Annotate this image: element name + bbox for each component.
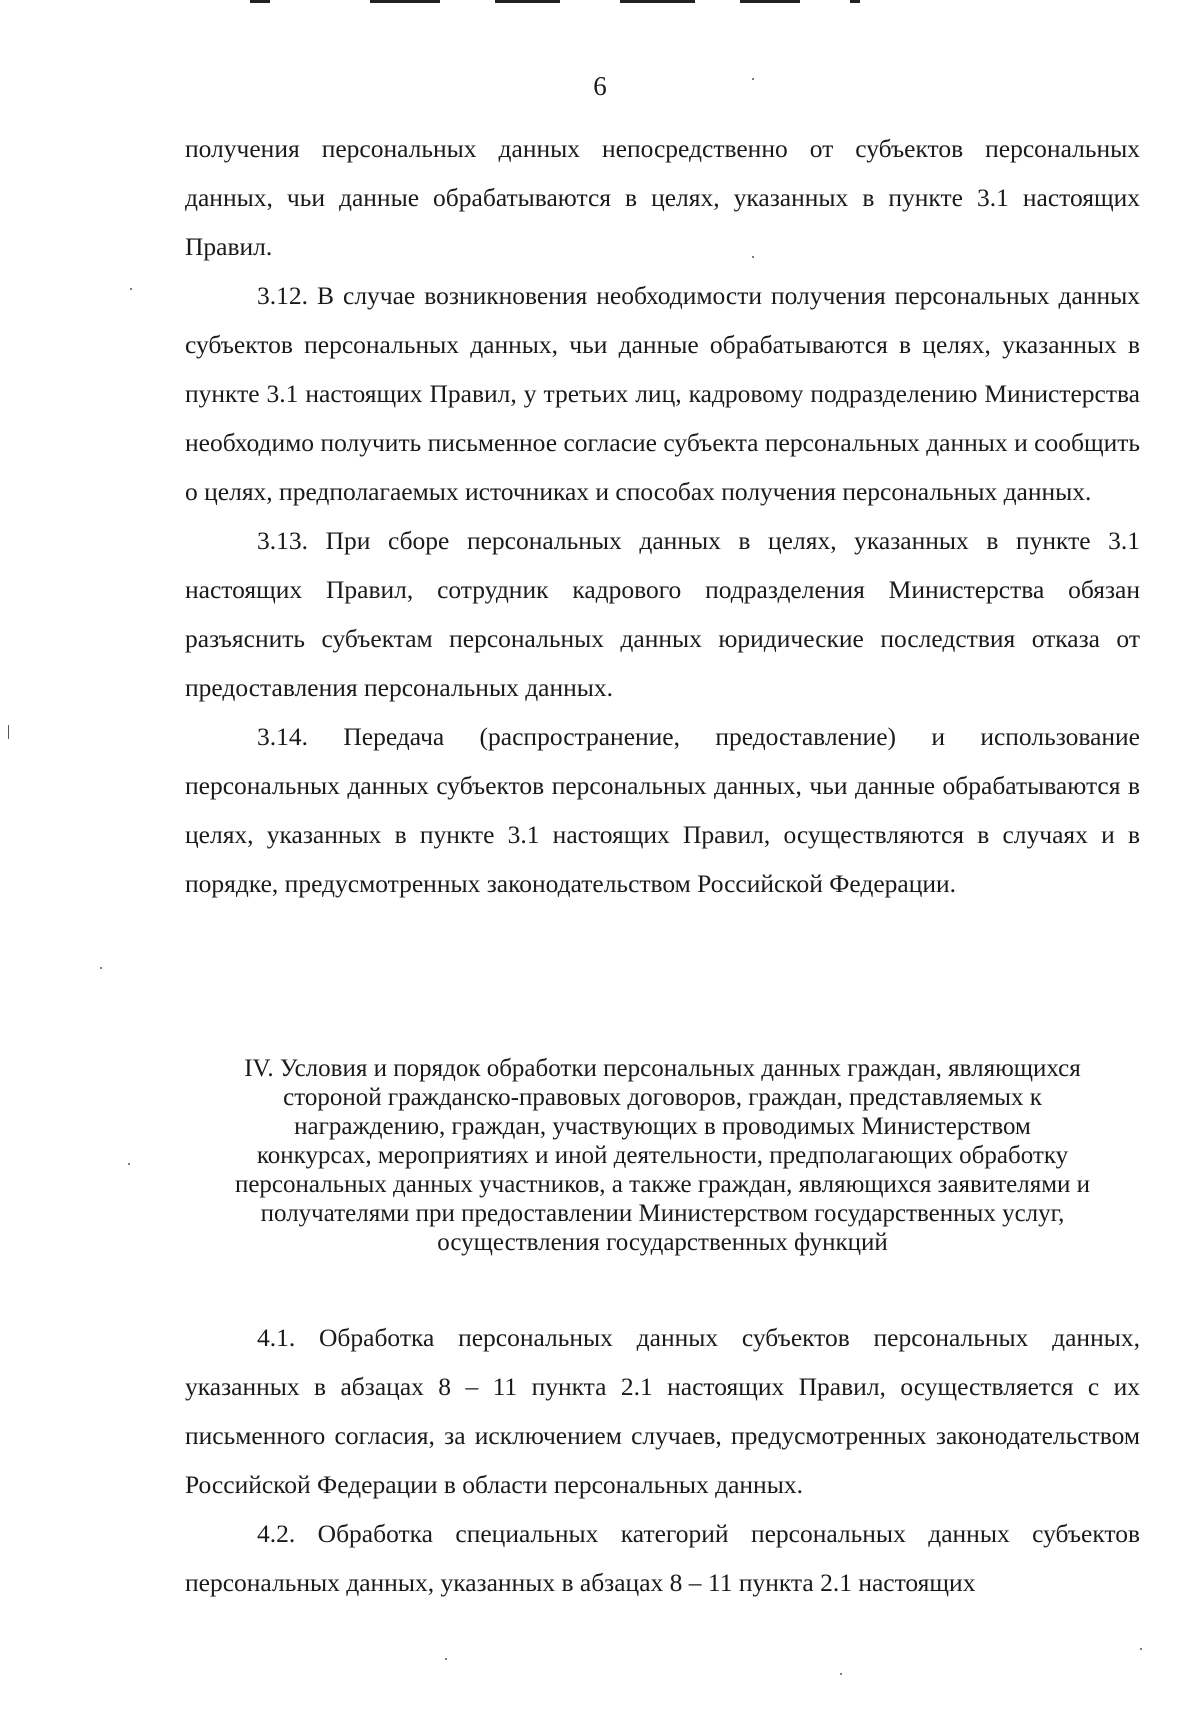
- section-4-heading: [175, 1054, 1150, 1257]
- scan-speck: [1140, 1648, 1142, 1650]
- section-4-text: [185, 1313, 1140, 1607]
- heading-line: стороной гражданско-правовых договоров, граждан, представляемых к: [283, 1084, 1042, 1111]
- continued-paragraph: получения персональных данных непосредственно от субъектов персональных данных, чьи данные обрабатываются в целях, указанных в пункте 3.1 настоящих Правил.: [185, 134, 1140, 261]
- scan-speck: [8, 725, 9, 739]
- scan-speck: [752, 256, 754, 258]
- scan-speck: [128, 1163, 130, 1165]
- paragraph-4-2: 4.2. Обработка специальных категорий персональных данных субъектов персональных данных, указанных в абзацах 8 – 11 пункта 2.1 настоящих: [185, 1519, 1140, 1597]
- scan-speck: [840, 1673, 842, 1675]
- scan-speck: [445, 1658, 447, 1660]
- paragraph-3-12: 3.12. В случае возникновения необходимости получения персональных данных субъектов персональных данных, чьи данные обрабатываются в целях, указанных в пункте 3.1 настоящих Правил, у третьих лиц, кадровому подразделению Министерства необходимо получить письменное согласие субъекта персональных данных и сообщить о целях, предполагаемых источниках и способах получения персональных данных.: [185, 281, 1140, 506]
- scan-speck: [752, 78, 754, 80]
- scan-speck: [130, 288, 132, 290]
- paragraph-4-1: 4.1. Обработка персональных данных субъектов персональных данных, указанных в абзацах 8 – 11 пункта 2.1 настоящих Правил, осуществляется с их письменного согласия, за исключением случаев, предусмотренных законодательством Российской Федерации в области персональных данных.: [185, 1323, 1140, 1499]
- heading-line: получателями при предоставлении Министерством государственных услуг,: [260, 1200, 1065, 1227]
- paragraph-3-13: 3.13. При сборе персональных данных в целях, указанных в пункте 3.1 настоящих Правил, сотрудник кадрового подразделения Министерства обязан разъяснить субъектам персональных данных юридические последствия отказа от предоставления персональных данных.: [185, 526, 1140, 702]
- heading-line: конкурсах, мероприятиях и иной деятельности, предполагающих обработку: [256, 1142, 1069, 1169]
- heading-line: персональных данных участников, а также граждан, являющихся заявителями и: [234, 1171, 1091, 1198]
- page-number: 6: [593, 71, 607, 101]
- section-3-text: [185, 124, 1140, 908]
- heading-line: IV. Условия и порядок обработки персональных данных граждан, являющихся: [244, 1055, 1081, 1082]
- paragraph-3-14: 3.14. Передача (распространение, предоставление) и использование персональных данных субъектов персональных данных, чьи данные обрабатываются в целях, указанных в пункте 3.1 настоящих Правил, осуществляются в случаях и в порядке, предусмотренных законодательством Российской Федерации.: [185, 722, 1140, 898]
- heading-line: осуществления государственных функций: [437, 1229, 888, 1256]
- scan-speck: [100, 967, 102, 969]
- heading-line: награждению, граждан, участвующих в проводимых Министерством: [294, 1113, 1031, 1140]
- scan-edge-marks: [250, 0, 900, 6]
